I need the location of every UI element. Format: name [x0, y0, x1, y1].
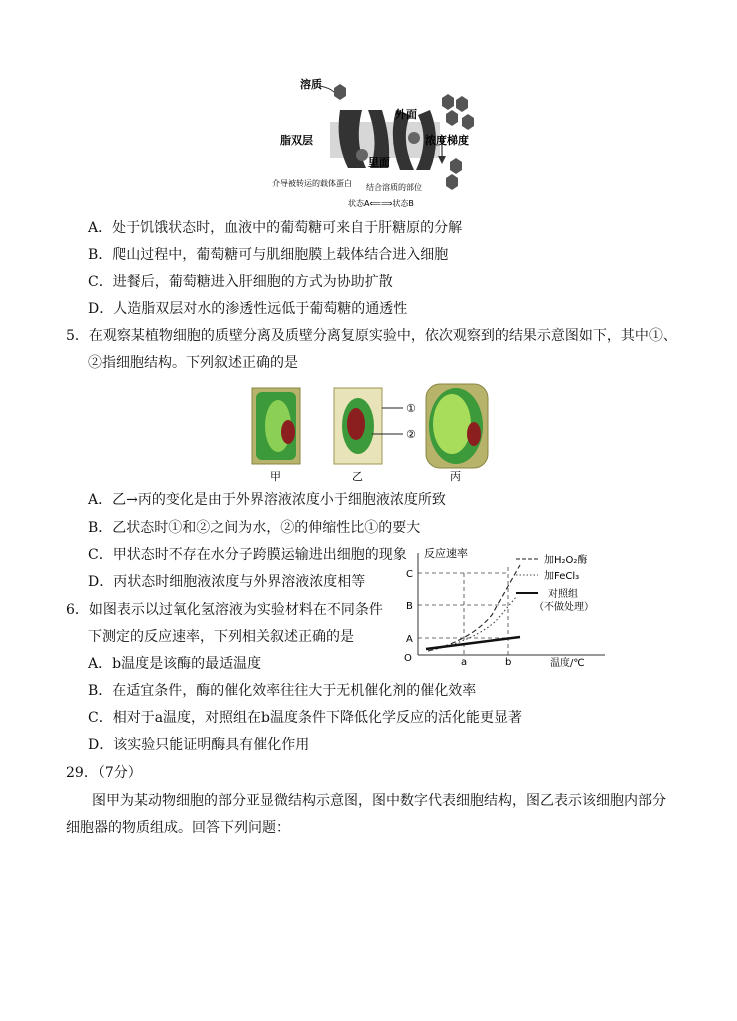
- x-axis-label: 温度/℃: [550, 658, 585, 669]
- inside-label: 里面: [368, 156, 390, 169]
- states-label: 状态A⟸⟹状态B: [348, 199, 414, 208]
- q29-para-line2: 细胞器的物质组成。回答下列问题：: [66, 820, 290, 836]
- plant-cells-figure: [248, 380, 498, 484]
- y-tick-c: C: [406, 569, 413, 580]
- cell-label-jia: 甲: [270, 470, 281, 483]
- x-tick-a: a: [461, 657, 468, 668]
- marker-1: ①: [406, 402, 416, 415]
- q4-option-d: D．人造脂双层对水的渗透性远低于葡萄糖的通透性: [88, 301, 408, 317]
- lipid-bilayer-label: 脂双层: [280, 134, 313, 147]
- q6-stem-line1: 6．如图表示以过氧化氢溶液为实验材料在不同条件: [66, 602, 383, 618]
- q29-heading: 29．（7分）: [66, 765, 142, 781]
- legend-control: 对照组: [548, 589, 578, 600]
- q5-option-a: A．乙→丙的变化是由于外界溶液浓度小于细胞液浓度所致: [88, 492, 446, 508]
- legend-enzyme: 加H₂O₂酶: [544, 555, 588, 566]
- carrier-transport-figure: [270, 70, 500, 212]
- x-tick-b: b: [505, 657, 512, 668]
- q6-stem-line2: 下测定的反应速率，下列相关叙述正确的是: [88, 629, 354, 645]
- solute-bound: [356, 149, 368, 161]
- q29-para-line1: 图甲为某动物细胞的部分亚显微结构示意图，图中数字代表细胞结构，图乙表示该细胞内部分: [92, 793, 666, 809]
- binding-site-label: 结合溶质的部位: [366, 183, 422, 192]
- cell-jia-nucleus: [281, 420, 295, 444]
- q4-option-a: A．处于饥饿状态时，血液中的葡萄糖可来自于肝糖原的分解: [88, 220, 463, 236]
- q5-stem-line2: ②指细胞结构。下列叙述正确的是: [88, 355, 298, 371]
- cell-yi-nucleus: [347, 408, 365, 440]
- y-tick-b: B: [406, 601, 413, 612]
- q6-option-b: B．在适宜条件，酶的催化效率往往大于无机催化剂的催化效率: [88, 683, 477, 699]
- reaction-rate-chart: [400, 545, 610, 670]
- q5-stem-line1: 5．在观察某植物细胞的质壁分离及质壁分离复原实验中，依次观察到的结果示意图如下，其中①、: [66, 328, 677, 344]
- gradient-label: 浓度梯度: [425, 134, 469, 147]
- solute-label: 溶质: [300, 78, 322, 91]
- q6-option-a: A．b温度是该酶的最适温度: [88, 656, 262, 672]
- q4-option-b: B．爬山过程中，葡萄糖可与肌细胞膜上载体结合进入细胞: [88, 247, 449, 263]
- q4-option-c: C．进餐后，葡萄糖进入肝细胞的方式为协助扩散: [88, 274, 393, 290]
- cell-bing-vacuole: [433, 394, 471, 454]
- q5-option-d: D．丙状态时细胞液浓度与外界溶液浓度相等: [88, 574, 366, 590]
- outside-label: 外面: [395, 108, 417, 121]
- q5-option-c: C．甲状态时不存在水分子跨膜运输进出细胞的现象: [88, 547, 407, 563]
- legend-fecl3: 加FeCl₃: [544, 571, 580, 582]
- y-axis-label: 反应速率: [424, 547, 468, 560]
- carrier-label: 介导被转运的载体蛋白: [272, 179, 352, 188]
- q5-option-b: B．乙状态时①和②之间为水，②的伸缩性比①的要大: [88, 520, 421, 536]
- y-tick-a: A: [406, 634, 413, 645]
- cell-bing-nucleus: [467, 422, 481, 446]
- solute-release: [408, 132, 420, 144]
- legend-control-note: （不做处理）: [534, 602, 594, 613]
- origin-label: O: [404, 653, 412, 664]
- series-control-line: [426, 637, 520, 649]
- q6-option-c: C．相对于a温度，对照组在b温度条件下降低化学反应的活化能更显著: [88, 710, 523, 726]
- cell-label-yi: 乙: [352, 470, 363, 483]
- marker-2: ②: [406, 428, 416, 441]
- cell-label-bing: 丙: [450, 470, 461, 483]
- q6-option-d: D．该实验只能证明酶具有催化作用: [88, 737, 310, 753]
